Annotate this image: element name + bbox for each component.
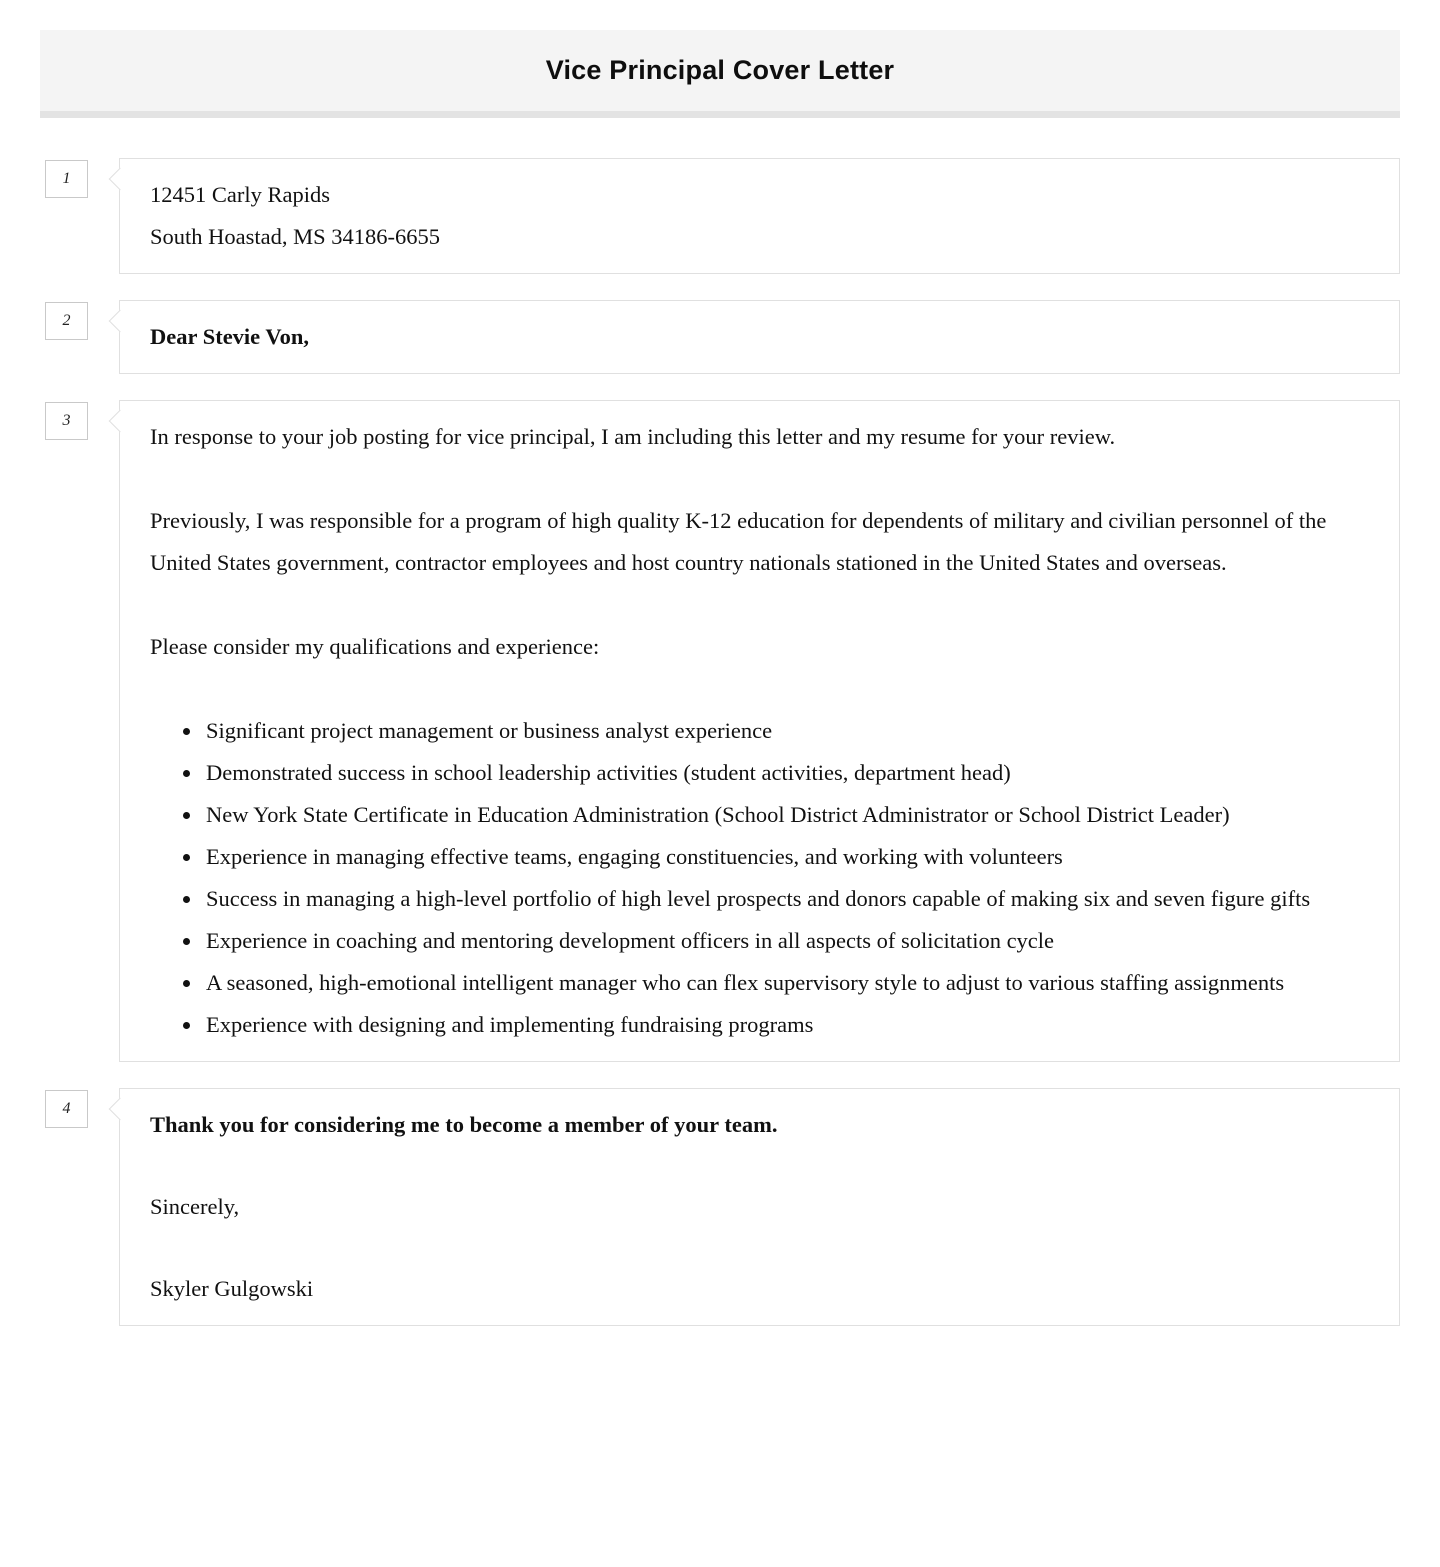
section-pointer [108, 1098, 131, 1121]
section-number-badge: 2 [45, 302, 88, 340]
letter-body-block [119, 400, 1400, 1062]
qualification-bullet: • Significant project management or business analyst experience [203, 710, 1369, 752]
qualification-bullet: • New York State Certificate in Education Administration (School District Administrator or School District Leader) [203, 794, 1369, 836]
section-closing [0, 1088, 1440, 1326]
body-paragraph-3: Please consider my qualifications and experience: [150, 634, 600, 659]
address-line-2: South Hoastad, MS 34186-6655 [150, 224, 441, 249]
closing-thanks: Thank you for considering me to become a member of your team. [150, 1112, 778, 1137]
qualification-bullet: • Experience with designing and implementing fundraising programs [203, 1004, 1369, 1046]
qualification-bullet: • Experience in managing effective teams, engaging constituencies, and working with volunteers [203, 836, 1369, 878]
closing-block [119, 1088, 1400, 1326]
address-line-1: 12451 Carly Rapids [150, 182, 330, 207]
qualifications-list [150, 710, 1369, 1046]
section-address [0, 158, 1440, 274]
closing-signature: Skyler Gulgowski [150, 1276, 314, 1301]
section-body [0, 400, 1440, 1062]
document-header [40, 30, 1400, 118]
section-number-badge: 1 [45, 160, 88, 198]
salutation-text: Dear Stevie Von, [150, 324, 309, 349]
salutation-block [119, 300, 1400, 374]
body-paragraph-2: Previously, I was responsible for a program of high quality K-12 education for dependents of military and civilian personnel of the United States government, contractor employees and host country nationals stationed in the United States and overseas. [150, 508, 1327, 575]
section-pointer [108, 310, 131, 333]
page-title: Vice Principal Cover Letter [545, 55, 895, 85]
qualification-bullet: • Demonstrated success in school leadership activities (student activities, department head) [203, 752, 1369, 794]
body-paragraph-1: In response to your job posting for vice principal, I am including this letter and my resume for your review. [150, 424, 1116, 449]
qualification-bullet: • Experience in coaching and mentoring development officers in all aspects of solicitation cycle [203, 920, 1369, 962]
section-number-badge: 3 [45, 402, 88, 440]
address-block [119, 158, 1400, 274]
section-number-badge: 4 [45, 1090, 88, 1128]
section-pointer [108, 410, 131, 433]
section-salutation [0, 300, 1440, 374]
qualification-bullet: • Success in managing a high-level portfolio of high level prospects and donors capable of making six and seven figure gifts [203, 878, 1369, 920]
closing-signoff: Sincerely, [150, 1194, 240, 1219]
section-pointer [108, 168, 131, 191]
cover-letter-page [0, 30, 1440, 1567]
qualification-bullet: • A seasoned, high-emotional intelligent manager who can flex supervisory style to adjust to various staffing assignments [203, 962, 1369, 1004]
